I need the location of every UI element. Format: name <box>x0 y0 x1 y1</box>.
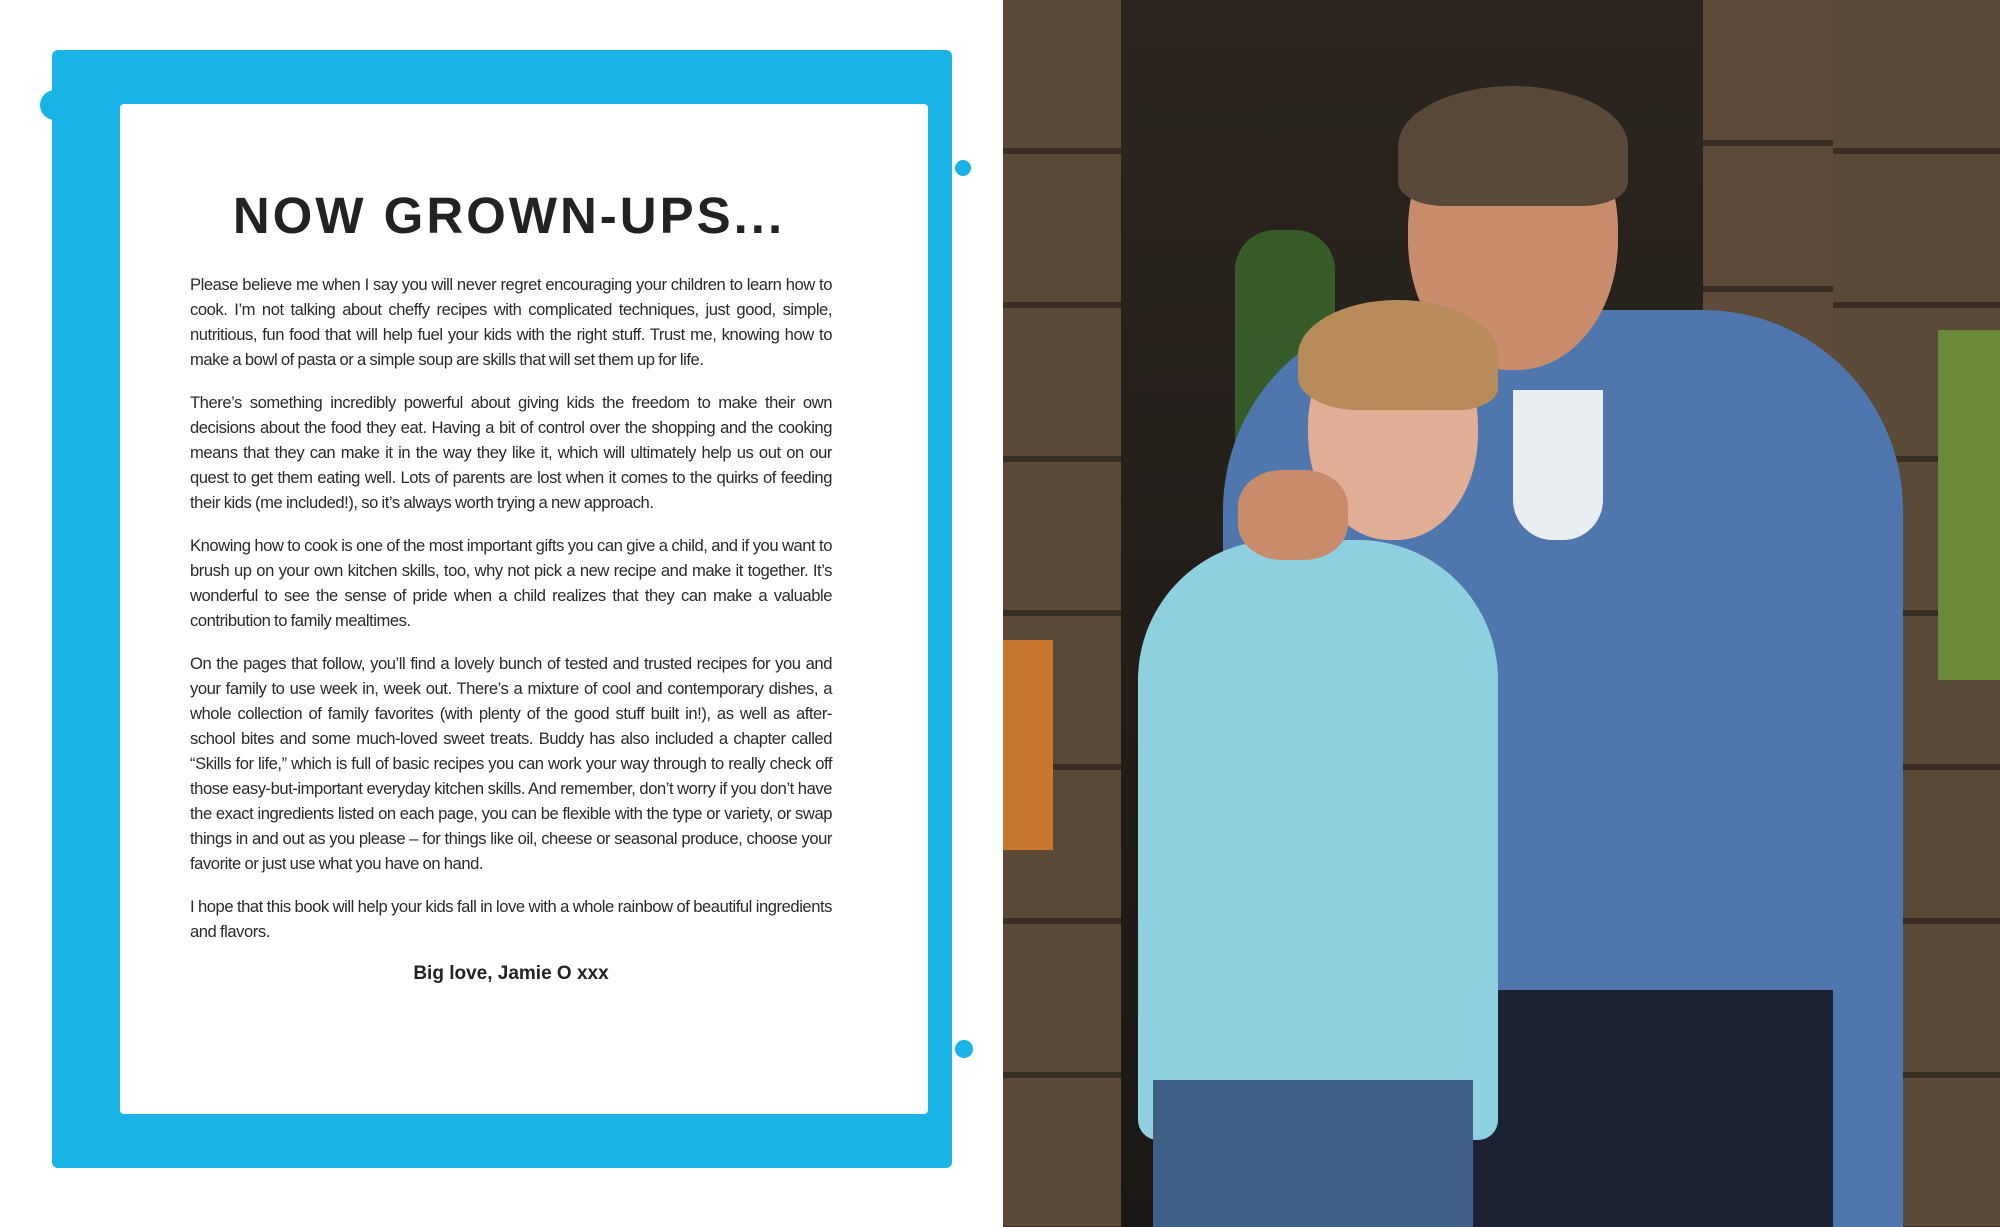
man-trousers <box>1463 990 1833 1227</box>
hand-on-shoulder <box>1238 470 1348 560</box>
bug-hotel <box>1003 640 1053 850</box>
paragraph: There’s something incredibly powerful about giving kids the freedom to make their own decisions about the food they eat. Having a bit of control over the shopping and the cooking means that they can make it in the way they like it, which will ultimately help us out on our quest to get them eating well. Lots of parents are lost when it comes to the quirks of feeding their kids (me included!), so it’s always worth trying a new approach. <box>190 393 832 512</box>
signature: Big love, Jamie O xxx <box>413 963 609 984</box>
paragraph: I hope that this book will help your kids fall in love with a whole rainbow of beautiful ingredients and flavors. <box>190 897 832 941</box>
paint-splat <box>955 160 971 176</box>
paragraph: Knowing how to cook is one of the most important gifts you can give a child, and if you want to brush up on your own kitchen skills, too, why not pick a new recipe and make it together. It’s wonderful to see the sense of pride when a child realizes that they can make a valuable contribution to family mealtimes. <box>190 536 832 630</box>
paragraph: On the pages that follow, you’ll find a lovely bunch of tested and trusted recipes for you and your family to use week in, week out. There’s a mixture of cool and contemporary dishes, a whole collection of family favorites (with plenty of the good stuff built in!), as well as after-school bites and some much-loved sweet treats. Buddy has also included a chapter called “Skills for life,” which is full of basic recipes you can work your way through to really check off those easy-but-important everyday kitchen skills. And remember, don’t worry if you don’t have the exact ingredients listed on each page, you can be flexible with the type or variety, or swap things in and out as you please – for things like oil, cheese or seasonal produce, choose your favorite or just use what you have on hand. <box>190 654 832 873</box>
man-tshirt <box>1513 390 1603 540</box>
paragraph: Please believe me when I say you will never regret encouraging your children to learn how to cook. I’m not talking about cheffy recipes with complicated techniques, just good, simple, nutritious, fun food that will help fuel your kids with the right stuff. Trust me, knowing how to make a bowl of pasta or a simple soup are skills that will set them up for life. <box>190 275 832 369</box>
wall-art <box>1938 330 2000 680</box>
boy-hair <box>1298 300 1498 410</box>
man-hair <box>1398 86 1628 206</box>
boy-trousers <box>1153 1080 1473 1227</box>
boy-tie-dye-sweatshirt <box>1138 540 1498 1140</box>
paint-splat <box>955 1040 973 1058</box>
body-text <box>190 272 832 986</box>
photo-father-and-son <box>1003 0 2000 1227</box>
paint-splat <box>40 90 70 120</box>
page-title: NOW GROWN-UPS... <box>232 187 786 244</box>
